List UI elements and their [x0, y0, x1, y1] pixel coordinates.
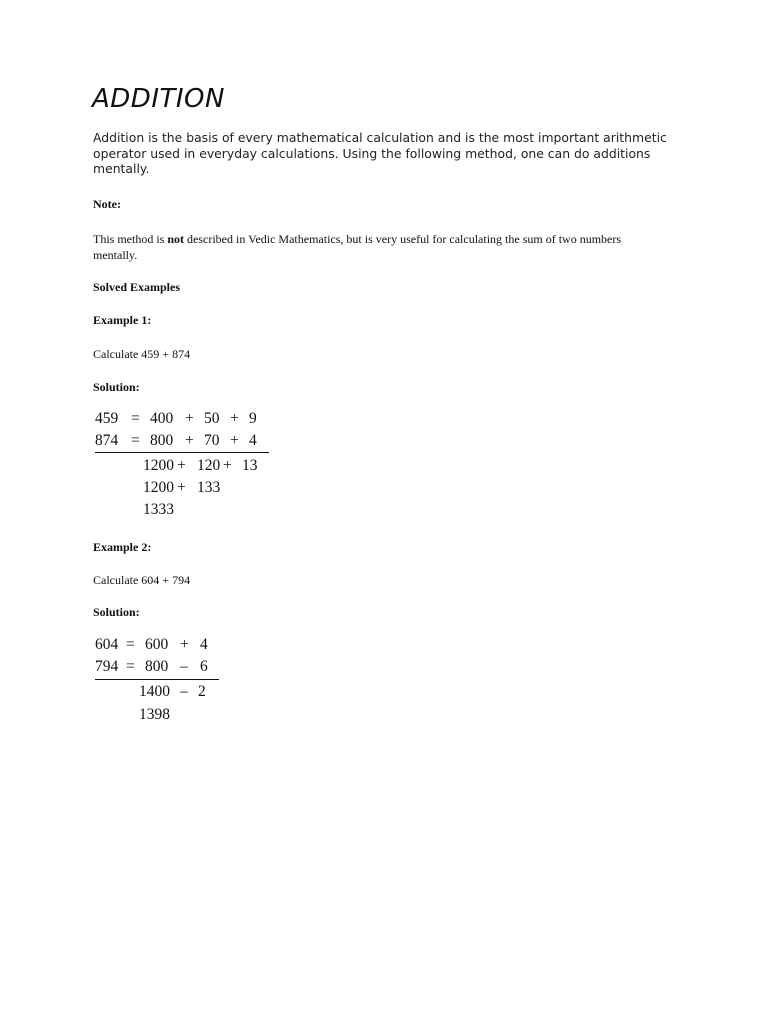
example2-row2-hundreds: 800: [145, 658, 169, 675]
example2-row2-number: 794: [95, 658, 119, 675]
example1-row1-units: 9: [249, 410, 257, 427]
example2-prompt: Calculate 604 + 794: [93, 573, 191, 587]
example1-row2-hundreds: 800: [150, 432, 174, 449]
example2-sum-line: [95, 679, 219, 680]
example2-row1-hundreds: 600: [145, 636, 169, 653]
intro-paragraph: Addition is the basis of every mathematical calculation and is the most important arithmetic operator used in everyday calculations. Using the following method, one can do additions mentally.: [93, 130, 667, 176]
example2-step1-b: 2: [198, 683, 206, 700]
example2-row1-number: 604: [95, 636, 119, 653]
example1-row1-plus2: +: [230, 410, 239, 427]
example1-row2-plus2: +: [230, 432, 239, 449]
example1-solution-label: Solution:: [93, 380, 140, 394]
example2-row1-equals: =: [126, 636, 135, 653]
example1-step1-b: 120: [197, 457, 221, 474]
example2-label: Example 2:: [93, 540, 152, 554]
example1-step1-c: 13: [242, 457, 258, 474]
example1-step1-op1: +: [177, 457, 186, 474]
example2-row2-equals: =: [126, 658, 135, 675]
example2-row2-op: –: [180, 658, 188, 675]
note-text-bold: not: [167, 232, 185, 246]
example1-row1-tens: 50: [204, 410, 220, 427]
example2-step1-op: –: [180, 683, 188, 700]
example1-prompt: Calculate 459 + 874: [93, 347, 191, 361]
example1-row1-hundreds: 400: [150, 410, 174, 427]
example1-step2-b: 133: [197, 479, 221, 496]
note-text-after: described in Vedic Mathematics, but is very useful for calculating the sum of two numbers mentally.: [93, 232, 622, 262]
example2-solution-label: Solution:: [93, 605, 140, 619]
example1-result: 1333: [143, 501, 174, 518]
example2-row2-units: 6: [200, 658, 208, 675]
example1-label: Example 1:: [93, 313, 152, 327]
example1-row2-units: 4: [249, 432, 257, 449]
example1-row2-plus1: +: [185, 432, 194, 449]
solved-examples-heading: Solved Examples: [93, 280, 181, 294]
example2-row1-units: 4: [200, 636, 208, 653]
note-text-before: This method is: [93, 232, 168, 246]
example1-row1-plus1: +: [185, 410, 194, 427]
example1-row2-equals: =: [131, 432, 140, 449]
example2-row1-op: +: [180, 636, 189, 653]
example1-step1-a: 1200: [143, 457, 174, 474]
example1-sum-line: [95, 452, 269, 453]
example2-step1-a: 1400: [139, 683, 170, 700]
example1-step2-a: 1200: [143, 479, 174, 496]
example1-row2-number: 874: [95, 432, 119, 449]
note-paragraph: [93, 231, 653, 263]
example1-step2-op1: +: [177, 479, 186, 496]
example1-step1-op2: +: [223, 457, 232, 474]
page-title: ADDITION: [92, 84, 225, 114]
example2-result: 1398: [139, 706, 170, 723]
note-label: Note:: [93, 197, 121, 211]
example1-row1-number: 459: [95, 410, 119, 427]
example1-row2-tens: 70: [204, 432, 220, 449]
example1-row1-equals: =: [131, 410, 140, 427]
